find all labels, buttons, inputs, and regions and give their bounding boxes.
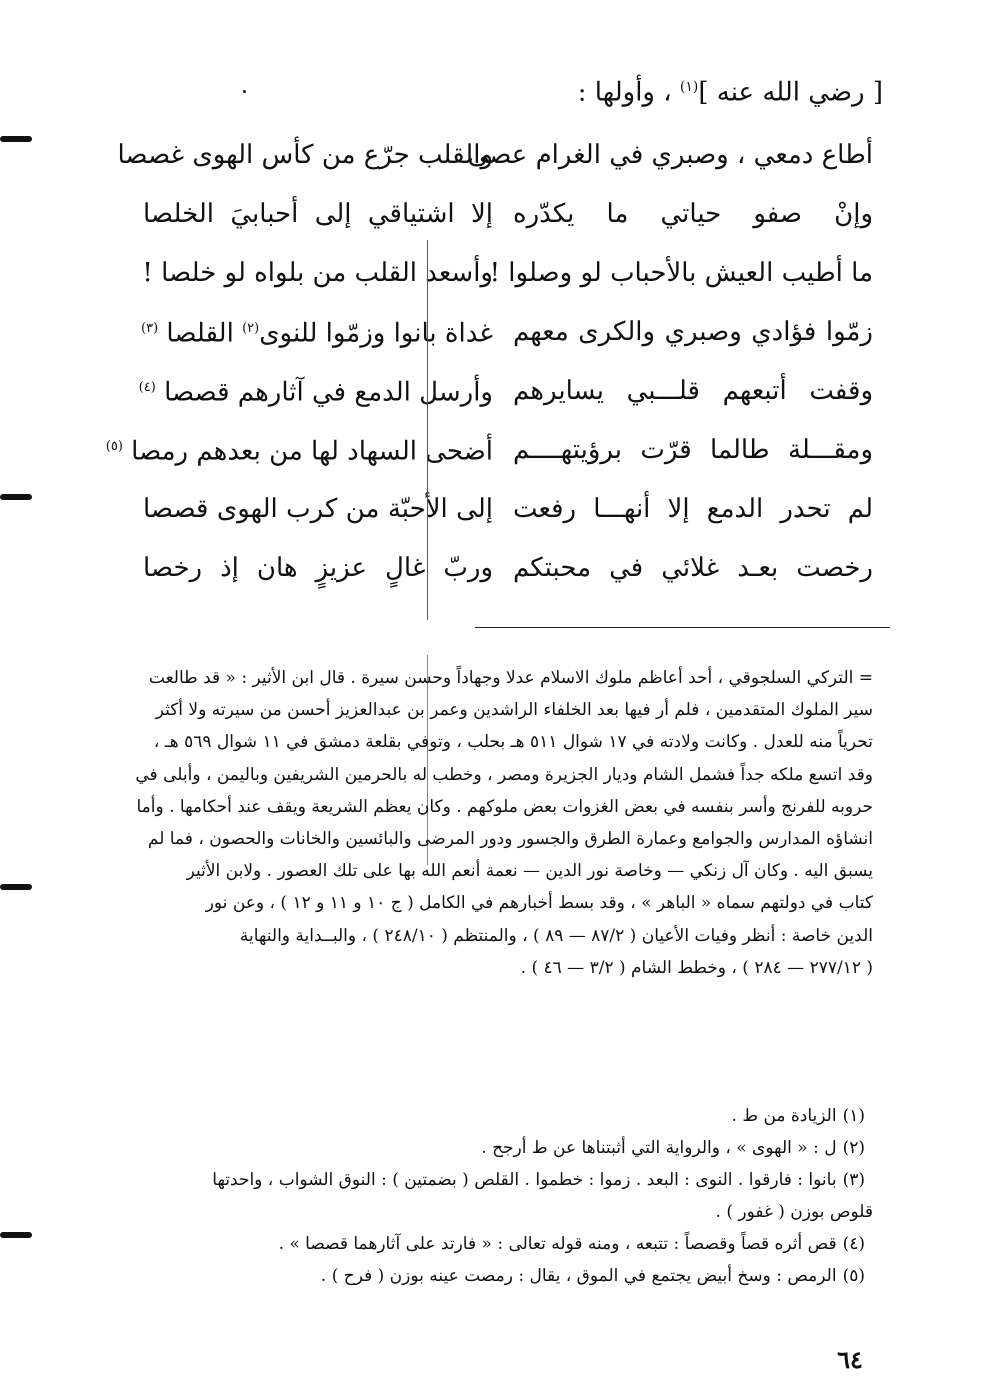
footnote	[108, 1164, 873, 1196]
verse-first-hemistich: ما أطيب العيش بالأحباب لو وصلوا !	[489, 257, 873, 288]
verse-second-hemistich	[133, 312, 503, 351]
verse-first-hemistich: أطاع دمعي ، وصبري في الغرام عصى	[467, 139, 873, 170]
footnote-number: (١)	[842, 1106, 865, 1126]
footnote-ref: (٢)	[242, 321, 260, 337]
footnote	[108, 1260, 873, 1292]
footnote-number: (٤)	[842, 1234, 865, 1254]
verse	[133, 243, 873, 302]
commentary-line: سير الملوك المتقدمين ، فلم أر فيها بعد الخلفاء الراشدين وعمر بن عبدالعزيز أحسن من سيرته ولا أكثر	[155, 700, 873, 721]
hemistich-text: وأرسل الدمع في آثارهم قصصا	[164, 377, 493, 408]
verse	[133, 361, 873, 420]
intro-text: ، وأولها :	[577, 77, 672, 108]
footnote-number: (٢)	[842, 1138, 865, 1158]
footnote-text: قلوص بوزن ( غفور ) .	[715, 1202, 873, 1222]
poem	[105, 125, 873, 597]
footnote-text: قص أثره قصاً وقصصاً : تتبعه ، ومنه قوله تعالى : « فارتد على آثارهما قصصا » .	[278, 1234, 837, 1254]
commentary-line: حروبه للفرنج وأسر بنفسه في بعض الغزوات بعض ملوكهم . وكان يعظم الشريعة ويقف عند أحكامها . وأما	[136, 796, 873, 817]
commentary-footnote-continuation	[108, 662, 873, 984]
binding-mark	[0, 494, 32, 500]
verse-first-hemistich: وإنْ صفو حياتي ما يكدّره	[513, 198, 873, 229]
binding-mark	[0, 1232, 32, 1238]
commentary-line: الدين خاصة : أنظر وفيات الأعيان ( ٨٧/٢ — ٨٩ ) ، والمنتظم ( ٢٤٨/١٠ ) ، والبــداية والنهاية	[239, 925, 873, 946]
footnote	[108, 1100, 873, 1132]
verse	[133, 302, 873, 361]
commentary-line: انشاؤه المدارس والجوامع وعمارة الطرق والجسور ودور المرضى والبائسين والخانات والحصون ، فما لم	[147, 829, 873, 850]
footnote-ref: (١)	[679, 79, 699, 95]
footnote-text: ل : « الهوى » ، والرواية التي أثبتناها عن ط أرجح .	[481, 1138, 837, 1158]
verse-first-hemistich: ومقـــلة طالما قرّت برؤيتهــــم	[513, 434, 873, 465]
footnote-number: (٣)	[842, 1170, 865, 1190]
footnote-ref: (٣)	[141, 321, 159, 337]
footnote-text: الرمص : وسخ أبيض يجتمع في الموق ، يقال : رمصت عينه بوزن ( فرح ) .	[320, 1266, 837, 1286]
footnote	[108, 1228, 873, 1260]
footnote-separator	[475, 627, 890, 628]
verse-first-hemistich: لم تحدر الدمع إلا أنهـــا رفعت	[513, 493, 873, 524]
intro-bracket-text: [ رضي الله عنه ]	[698, 77, 883, 108]
footnote-number: (٥)	[842, 1266, 865, 1286]
verse-second-hemistich: إلى الأحبّة من كرب الهوى قصصا	[143, 493, 493, 524]
scan-fold-line	[427, 240, 428, 620]
hemistich-text: أضحى السهاد لها من بعدهم رمصا	[131, 436, 493, 467]
commentary-line: تحرياً منه للعدل . وكانت ولادته في ١٧ شوال ٥١١ هـ بحلب ، وتوفي بقلعة دمشق في ١١ شوال ٥٦٩ هـ ،	[153, 732, 873, 753]
commentary-line: = التركي السلجوقي ، أحد أعاظم ملوك الاسلام عدلا وجهاداً وحسن سيرة . قال ابن الأثير : « قد طالعت	[148, 668, 873, 688]
verse	[133, 538, 873, 597]
commentary-line: كتاب في دولتهم سماه « الباهر » ، وقد بسط أخبارهم في الكامل ( ج ١٠ و ١١ و ١٢ ) ، وعن نور	[205, 893, 873, 914]
verse-first-hemistich: زمّوا فؤادي وصبري والكرى معهم	[513, 316, 873, 347]
commentary-line: وقد اتسع ملكه جداً فشمل الشام وديار الجزيرة ومصر ، وخطب له بالحرمين الشريفين وباليمن ، وأبلى في	[135, 764, 873, 785]
binding-mark	[0, 136, 32, 142]
commentary-line: ( ٢٧٧/١٢ — ٢٨٤ ) ، وخطط الشام ( ٣/٢ — ٤٦ ) .	[520, 957, 873, 978]
footnote-ref: (٤)	[138, 380, 156, 396]
footnote-text: الزيادة من ط .	[731, 1106, 837, 1126]
footnote-text: بانوا : فارقوا . النوى : البعد . زموا : خطموا . القلص ( بضمتين ) : النوق الشواب ، واحدتها	[212, 1170, 837, 1190]
binding-mark	[0, 884, 32, 890]
verse-second-hemistich	[133, 371, 503, 410]
verse	[105, 420, 873, 479]
verse-second-hemistich: إلا اشتياقي إلى أحبابيَ الخلصا	[143, 198, 493, 229]
footnote-ref: (٥)	[105, 439, 123, 455]
verse-first-hemistich: رخصت بعـد غلائي في محبتكم	[513, 552, 873, 583]
footnotes	[108, 1100, 873, 1292]
verse	[133, 479, 873, 538]
intro-line	[123, 70, 883, 110]
verse-first-hemistich: وقفت أتبعهم قلـــبي يسايرهم	[513, 375, 873, 406]
commentary-line: يسبق اليه . وكان آل زنكي — وخاصة نور الدين — نعمة أنعم الله بها على تلك العصور . ولابن الأثير	[186, 861, 873, 882]
verse-second-hemistich: وربّ غالٍ عزيزٍ هان إذ رخصا	[143, 552, 493, 583]
verse-second-hemistich	[105, 430, 503, 469]
hemistich-text: القلصا	[166, 318, 234, 349]
footnote-continuation	[108, 1196, 873, 1228]
verse-second-hemistich: وأسعد القلب من بلواه لو خلصا !	[142, 257, 493, 288]
verse	[133, 184, 873, 243]
page-number: ٦٤	[837, 1345, 863, 1374]
verse	[117, 125, 873, 184]
footnote	[108, 1132, 873, 1164]
verse-second-hemistich: والقلب جرّع من كأس الهوى غصصا	[117, 139, 493, 170]
hemistich-text: غداة بانوا وزمّوا للنوى	[259, 318, 493, 349]
